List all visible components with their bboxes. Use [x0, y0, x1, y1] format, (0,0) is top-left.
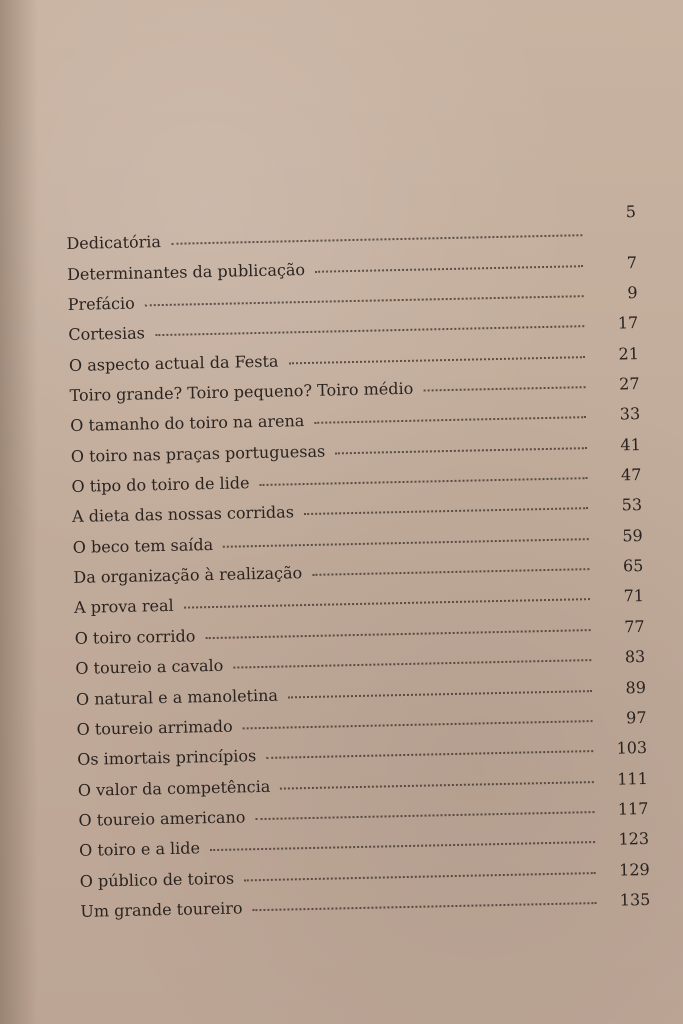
toc-entry-title: A prova real	[73, 596, 174, 618]
toc-entry-title: Determinantes da publicação	[66, 259, 306, 284]
toc-entry-title: O toureio arrimado	[76, 716, 233, 739]
toc-page-number: 89	[625, 677, 647, 697]
toc-entry-title: O aspecto actual da Festa	[68, 351, 279, 375]
toc-entry-title: O tipo do toiro de lide	[71, 473, 250, 497]
toc-entry-title: Os imortais princípios	[77, 746, 257, 770]
toc-entry-title: A dieta das nossas corridas	[71, 502, 295, 527]
toc-entry-title: Um grande toureiro	[80, 898, 243, 921]
toc-page-number: 111	[617, 768, 648, 789]
toc-entry-title: Prefácio	[67, 293, 135, 315]
toc-page-number: 103	[616, 738, 648, 758]
toc-page-number: 129	[618, 859, 650, 880]
toc-page-number: 135	[619, 889, 651, 910]
toc-page-number: 59	[622, 525, 643, 546]
toc-entry-title: O toiro corrido	[74, 626, 196, 648]
toc-page-number: 71	[623, 586, 645, 606]
toc-page-number: 117	[617, 798, 649, 819]
toc-entry-title: O beco tem saída	[72, 534, 214, 557]
toc-entry-title: O toiro e a lide	[78, 838, 201, 861]
toc-page-number: 5	[625, 202, 637, 222]
toc-page-number: 27	[618, 374, 640, 394]
toc-page-number: 65	[622, 556, 644, 576]
toc-page-number: 9	[627, 283, 638, 303]
toc-page-number: 17	[617, 313, 639, 333]
toc-page-number: 83	[624, 647, 646, 667]
page-edge-shadow	[0, 0, 38, 1024]
toc-page-number: 21	[618, 343, 640, 364]
toc-page-number: 41	[620, 434, 641, 455]
toc-entry-title: O toureio americano	[78, 807, 246, 830]
toc-page-number: 33	[619, 404, 641, 424]
dotted-leader	[253, 902, 597, 911]
toc-entry-title: O toiro nas praças portuguesas	[70, 441, 326, 466]
toc-entry-title: Dedicatória	[66, 232, 162, 254]
toc-page-number: 123	[618, 829, 650, 849]
toc-page-number: 97	[625, 707, 647, 728]
dotted-leader	[315, 265, 583, 273]
dotted-leader	[423, 386, 585, 391]
table-of-contents	[66, 202, 651, 921]
toc-entry-title: Toiro grande? Toiro pequeno? Toiro médio	[69, 378, 414, 406]
toc-entry-title: O público de toiros	[79, 868, 235, 891]
dotted-leader	[335, 447, 587, 454]
toc-entry-title: O toureio a cavalo	[75, 655, 224, 679]
toc-entry-title: Cortesias	[68, 323, 146, 345]
toc-page-number: 7	[626, 252, 638, 272]
dotted-leader	[314, 417, 586, 425]
dotted-leader	[304, 508, 588, 516]
toc-page-number: 53	[621, 495, 643, 515]
toc-page-number: 47	[620, 465, 642, 485]
toc-page-number: 77	[624, 616, 645, 637]
toc-entry-title: O tamanho do toiro na arena	[70, 411, 305, 436]
dotted-leader	[312, 568, 589, 576]
toc-entry-title: O natural e a manoletina	[75, 685, 279, 709]
toc-entry-title: Da organização à realização	[73, 563, 303, 588]
toc-entry-title: O valor da competência	[77, 776, 271, 800]
